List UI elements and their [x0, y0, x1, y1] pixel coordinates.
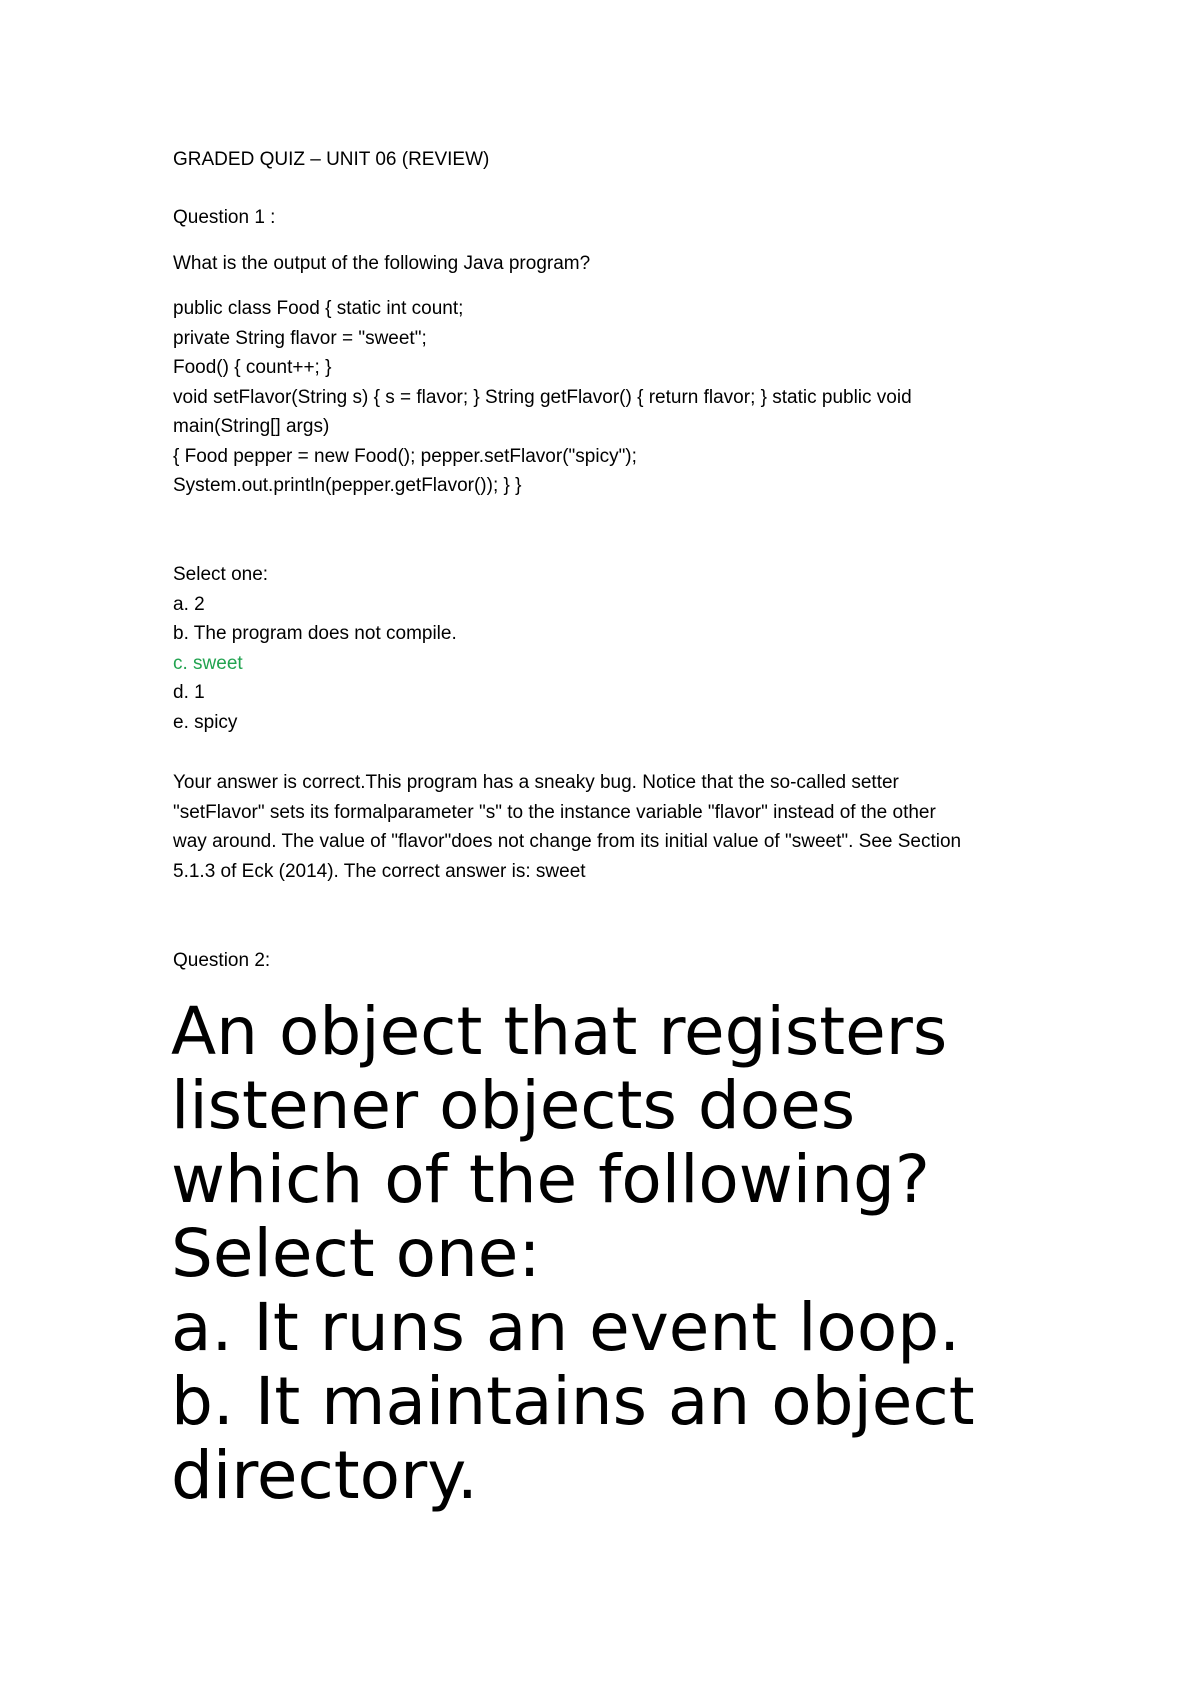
code-line: void setFlavor(String s) { s = flavor; } String getFlavor() { return flavor; } static public void — [173, 386, 912, 408]
quiz-title: GRADED QUIZ – UNIT 06 (REVIEW) — [173, 149, 490, 170]
option-a: a. 2 — [173, 593, 205, 615]
question-2-option-a: a. It runs an event loop. — [171, 1289, 961, 1366]
code-line: System.out.println(pepper.getFlavor()); } } — [173, 475, 522, 496]
code-line: private String flavor = "sweet"; — [173, 327, 427, 349]
question-1-code — [173, 294, 912, 501]
question-2-body — [171, 995, 975, 1513]
question-2-option-b: b. It maintains an object — [171, 1363, 975, 1440]
question-2-select-label: Select one: — [171, 1215, 541, 1292]
question-2-line: listener objects does — [171, 1067, 856, 1144]
option-d: d. 1 — [173, 682, 205, 703]
question-1-options — [173, 560, 457, 737]
question-1-heading: Question 1 : — [173, 207, 276, 228]
option-e: e. spicy — [173, 711, 238, 733]
select-one-label: Select one: — [173, 564, 269, 585]
option-b: b. The program does not compile. — [173, 623, 457, 644]
code-line: { Food pepper = new Food(); pepper.setFlavor("spicy"); — [173, 445, 637, 467]
question-2-line: which of the following? — [171, 1141, 930, 1218]
code-line: public class Food { static int count; — [173, 298, 464, 319]
question-1-prompt: What is the output of the following Java program? — [173, 253, 591, 274]
feedback-line: 5.1.3 of Eck (2014). The correct answer is: sweet — [173, 860, 586, 882]
feedback-line: "setFlavor" sets its formalparameter "s" to the instance variable "flavor" instead of the other — [173, 801, 936, 823]
option-c-correct: c. sweet — [173, 652, 243, 674]
question-1-feedback — [173, 768, 961, 886]
question-2-heading: Question 2: — [173, 950, 271, 971]
code-line: Food() { count++; } — [173, 357, 332, 378]
feedback-line: Your answer is correct.This program has a sneaky bug. Notice that the so-called setter — [173, 772, 899, 793]
question-2-option-b-cont: directory. — [171, 1437, 478, 1514]
code-line: main(String[] args) — [173, 416, 330, 437]
question-2-line: An object that registers — [171, 993, 948, 1070]
feedback-line: way around. The value of "flavor"does not change from its initial value of "sweet". See Section — [173, 831, 962, 852]
